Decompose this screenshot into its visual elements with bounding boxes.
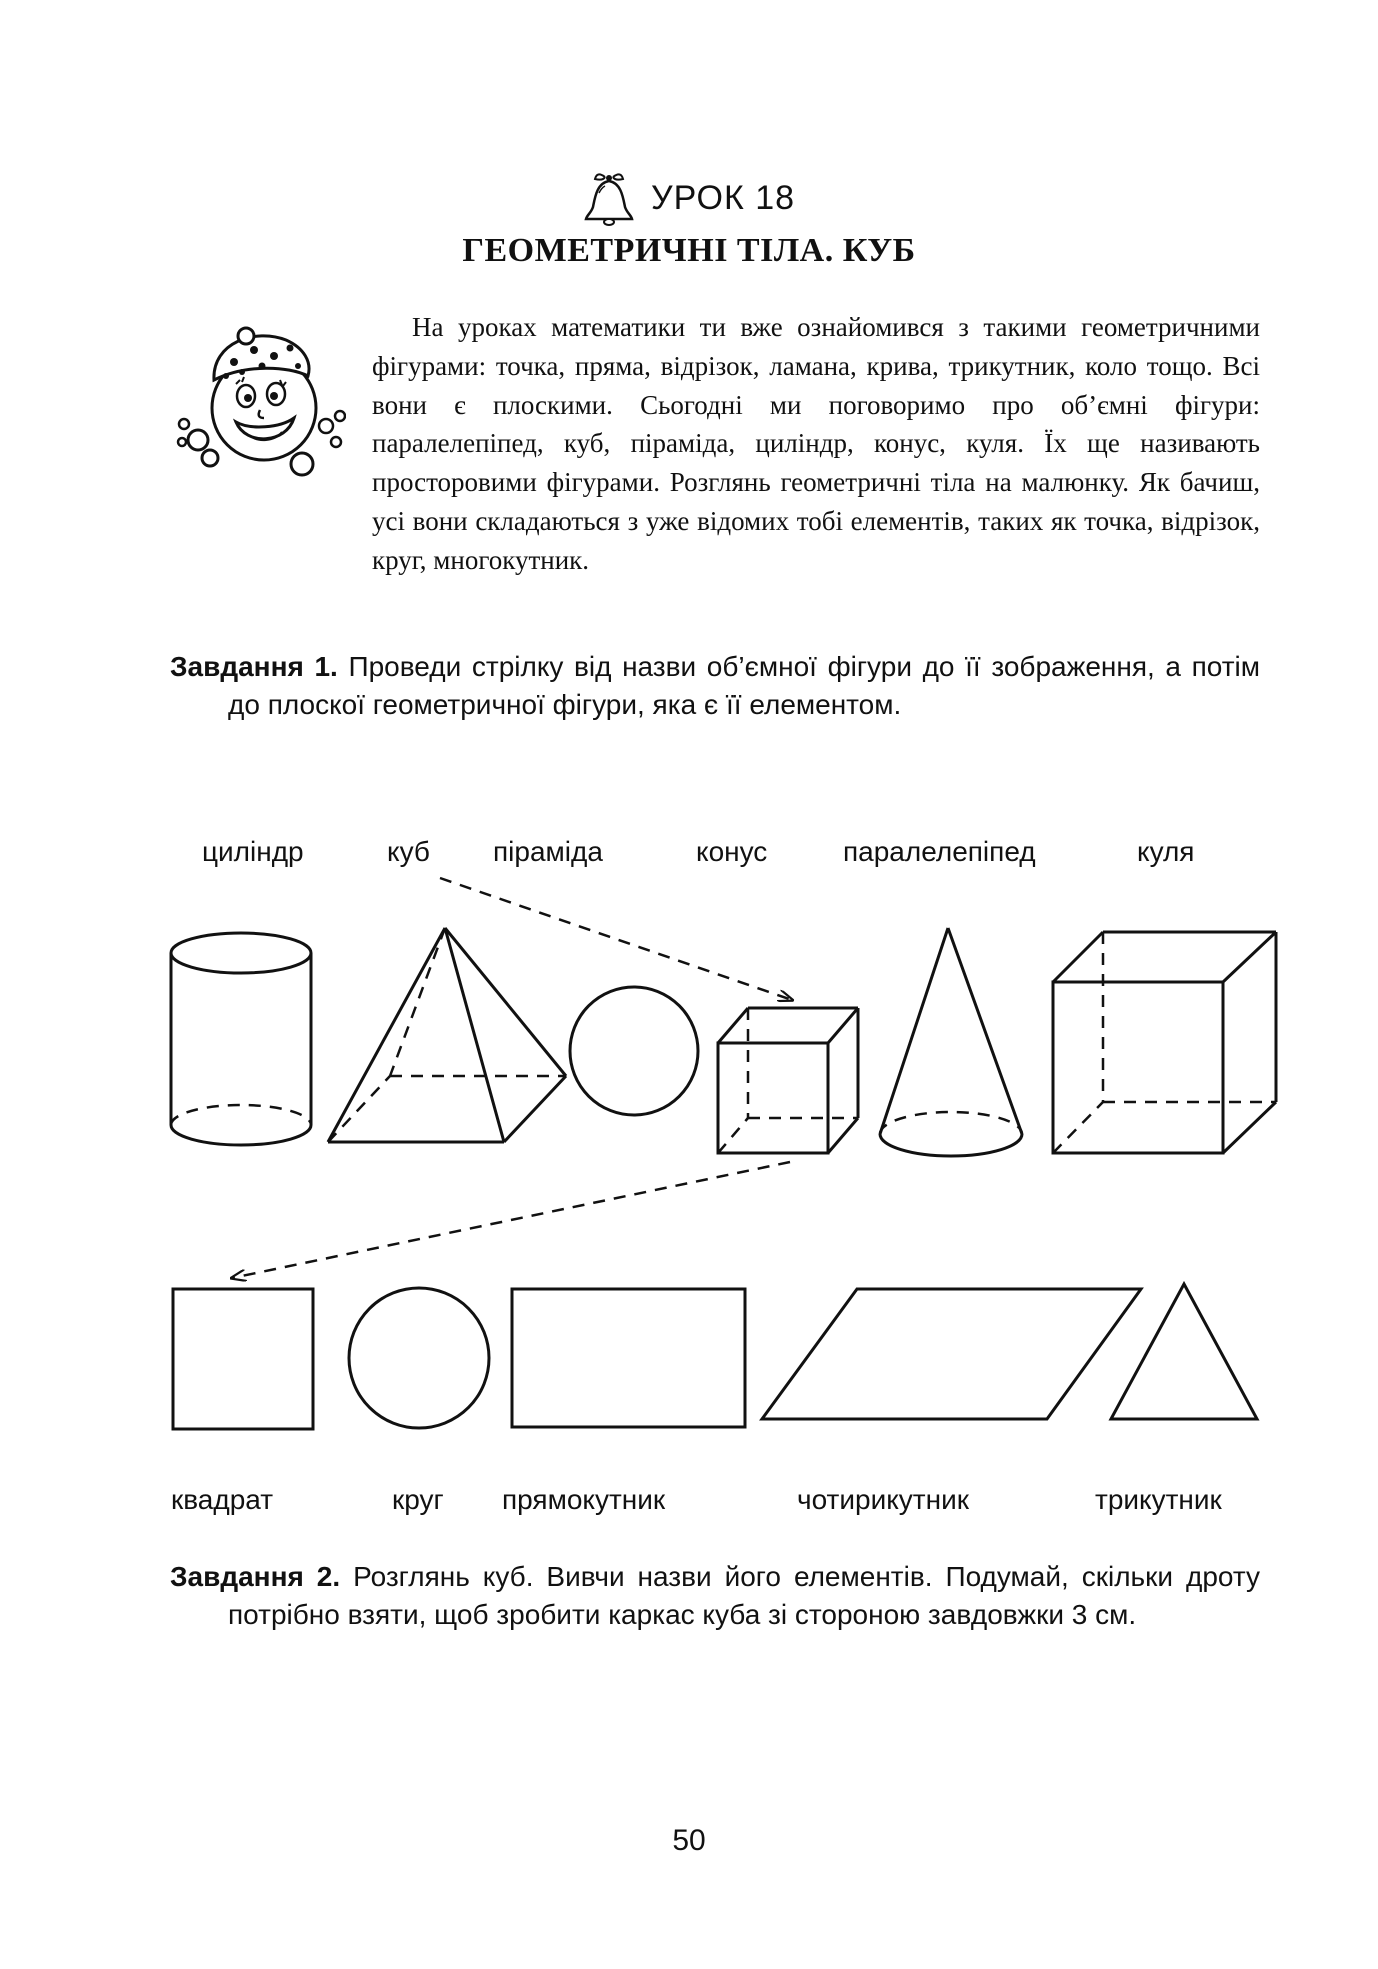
parallelepiped-figure bbox=[1053, 932, 1276, 1153]
task-2-text: Розглянь куб. Вивчи назви його елементів. Подумай, скільки дроту потрібно взяти, щоб зробити каркас куба зі стороною завдовжки 3 см. bbox=[228, 1561, 1261, 1630]
page-number: 50 bbox=[672, 1824, 706, 1857]
cube-figure bbox=[718, 1008, 858, 1153]
flat-name-quadrilateral: чотирикутник bbox=[797, 1484, 969, 1515]
page-title: ГЕОМЕТРИЧНІ ТІЛА. КУБ bbox=[462, 232, 916, 269]
arrow-cube-to-square bbox=[232, 1162, 790, 1278]
flat-name-triangle: трикутник bbox=[1095, 1484, 1222, 1515]
solid-name-cone: конус bbox=[696, 836, 768, 867]
intro-text: На уроках математики ти вже ознайомився з такими геометричними фігурами: точка, пряма, відрізок, ламана, крива, трикутник, коло тощо. Всі вони є плоскими. Сьогодні ми поговоримо про об’ємні фігури: паралелепіпед, куб, піраміда, циліндр, конус, куля. Їх ще називають просторовими фігурами. Розглянь геометричні тіла на малюнку. Як бачиш, усі вони складаються з уже відомих тобі елементів, таких як точка, відрізок, круг, многокутник. bbox=[372, 312, 1260, 575]
flat-name-circle: круг bbox=[392, 1484, 444, 1515]
task-2 bbox=[170, 1558, 1260, 1634]
solid-name-pyramid: піраміда bbox=[493, 836, 603, 867]
cone-figure bbox=[880, 928, 1022, 1156]
triangle-shape bbox=[1111, 1284, 1257, 1419]
solid-name-cylinder: циліндр bbox=[202, 836, 304, 867]
task-2-label: Завдання 2. bbox=[170, 1561, 341, 1592]
square-shape bbox=[173, 1289, 313, 1429]
solid-name-sphere: куля bbox=[1137, 836, 1195, 867]
solid-name-parallelepiped: паралелепіпед bbox=[843, 836, 1036, 867]
task-1-label: Завдання 1. bbox=[170, 651, 338, 682]
arrow-name-to-cube bbox=[440, 878, 792, 1000]
rectangle-shape bbox=[512, 1289, 745, 1427]
circle-shape bbox=[349, 1288, 489, 1428]
task-1-text: Проведи стрілку від назви об’ємної фігури до її зображення, а потім до плоскої геометричної фігури, яка є її елементом. bbox=[228, 651, 1261, 720]
parallelogram-shape bbox=[762, 1289, 1141, 1419]
flat-name-rectangle: прямокутник bbox=[502, 1484, 666, 1515]
solid-name-cube: куб bbox=[387, 836, 430, 867]
flat-name-square: квадрат bbox=[171, 1484, 274, 1515]
cylinder-figure bbox=[171, 933, 311, 1145]
pyramid-figure bbox=[328, 928, 566, 1142]
lesson-label: УРОК 18 bbox=[650, 178, 796, 217]
sphere-figure bbox=[570, 987, 698, 1115]
